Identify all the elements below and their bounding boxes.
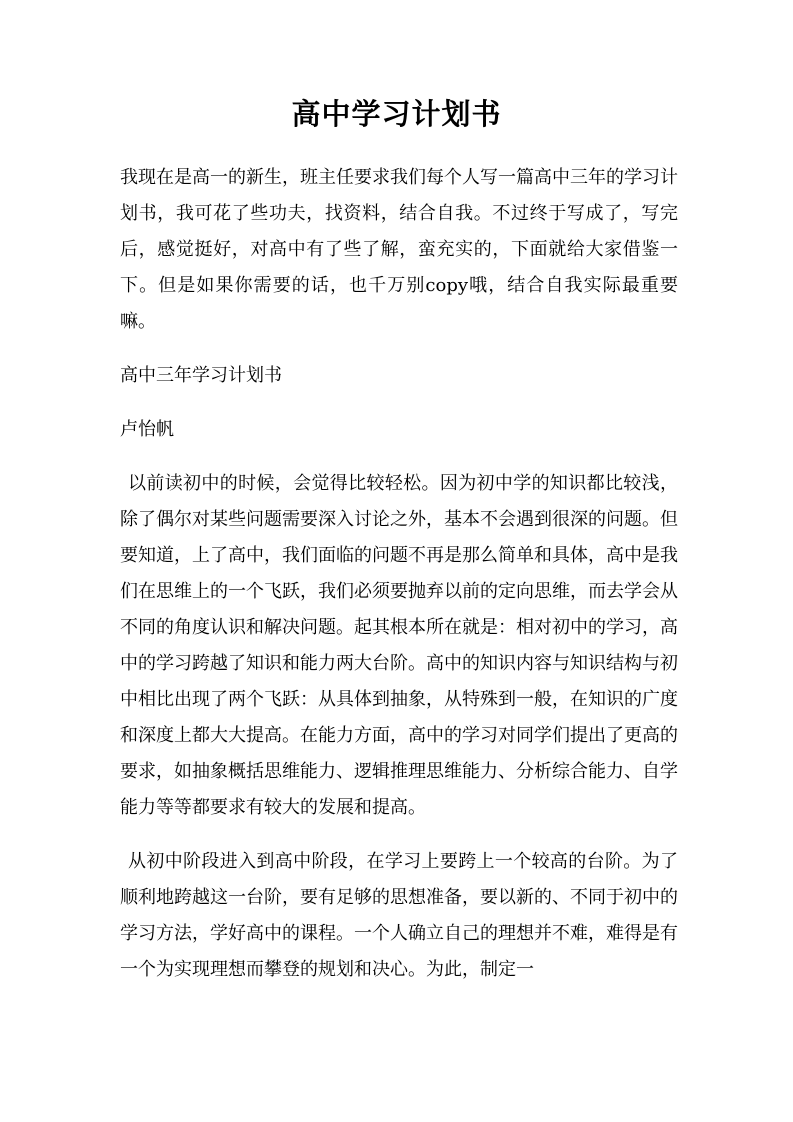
document-body bbox=[120, 160, 678, 1006]
intro-paragraph: 我现在是高一的新生，班主任要求我们每个人写一篇高中三年的学习计划书，我可花了些功夫，找资料，结合自我。不过终于写成了，写完后，感觉挺好，对高中有了些了解，蛮充实的，下面就给大家借鉴一下。但是如果你需要的话，也千万别copy哦，结合自我实际最重要嘛。 bbox=[120, 167, 678, 332]
body-paragraph-2: 从初中阶段进入到高中阶段，在学习上要跨上一个较高的台阶。为了顺利地跨越这一台阶，要有足够的思想准备，要以新的、不同于初中的学习方法，学好高中的课程。一个人确立自己的理想并不难，难得是有一个为实现理想而攀登的规划和决心。为此，制定一 bbox=[120, 851, 678, 980]
body-paragraph-1: 以前读初中的时候，会觉得比较轻松。因为初中学的知识都比较浅，除了偶尔对某些问题需要深入讨论之外，基本不会遇到很深的问题。但要知道，上了高中，我们面临的问题不再是那么简单和具体，高中是我们在思维上的一个飞跃，我们必须要抛弃以前的定向思维，而去学会从不同的角度认识和解决问题。起其根本所在就是：相对初中的学习，高中的学习跨越了知识和能力两大台阶。高中的知识内容与知识结构与初中相比出现了两个飞跃：从具体到抽象，从特殊到一般，在知识的广度和深度上都大大提高。在能力方面，高中的学习对同学们提出了更高的要求，如抽象概括思维能力、逻辑推理思维能力、分析综合能力、自学能力等等都要求有较大的发展和提高。 bbox=[120, 473, 678, 818]
author-name: 卢怡帆 bbox=[120, 419, 174, 440]
plan-subtitle: 高中三年学习计划书 bbox=[120, 365, 282, 386]
document-title: 高中学习计划书 bbox=[291, 97, 502, 131]
